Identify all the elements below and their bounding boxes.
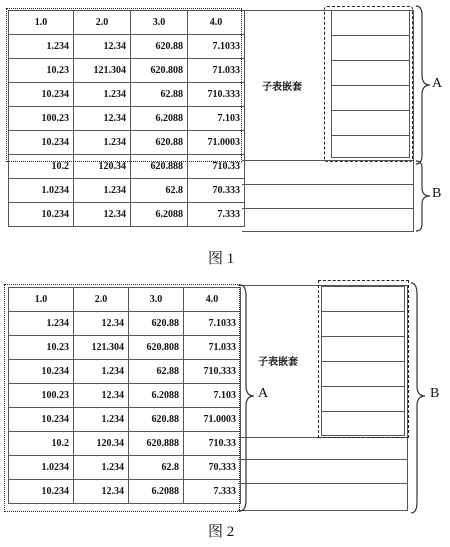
figure-1-caption: 图 1	[208, 251, 235, 267]
table-cell: 10.234	[9, 408, 74, 432]
table-cell: 620.88	[131, 131, 188, 155]
table-cell: 1.0	[9, 11, 74, 35]
table-cell: 10.234	[9, 131, 74, 155]
table-cell: 620.88	[131, 35, 188, 59]
table-cell: 3.0	[129, 288, 184, 312]
figure-2-caption: 图 2	[208, 524, 235, 540]
table-cell: 620.88	[129, 408, 184, 432]
table-cell: 10.23	[9, 59, 74, 83]
table-cell: 70.333	[184, 456, 241, 480]
figure-2-label-b: B	[430, 386, 440, 401]
table-cell: 1.234	[9, 312, 74, 336]
table-cell: 620.808	[131, 59, 188, 83]
table-cell: 6.2088	[129, 384, 184, 408]
table-cell: 12.34	[74, 203, 131, 227]
table-cell: 6.2088	[131, 203, 188, 227]
table-cell: 71.0003	[188, 131, 245, 155]
table-cell: 7.1033	[184, 312, 241, 336]
table-cell: 100.23	[9, 107, 74, 131]
table-cell: 1.234	[74, 456, 129, 480]
figure-2-right-area-divider-2	[238, 459, 408, 460]
table-cell: 12.34	[74, 384, 129, 408]
table-cell: 12.34	[74, 107, 131, 131]
table-cell: 10.23	[9, 336, 74, 360]
table-cell: 12.34	[74, 480, 129, 504]
table-cell: 710.33	[184, 432, 241, 456]
table-cell: 620.888	[131, 155, 188, 179]
table-cell: 620.888	[129, 432, 184, 456]
table-cell: 62.88	[131, 83, 188, 107]
table-cell: 121.304	[74, 59, 131, 83]
table-cell: 7.333	[184, 480, 241, 504]
table-cell: 3.0	[131, 11, 188, 35]
table-cell: 7.333	[188, 203, 245, 227]
figure-2-brace-a-icon	[240, 284, 256, 512]
table-cell: 1.0234	[9, 456, 74, 480]
table-cell: 71.0003	[184, 408, 241, 432]
table-cell: 1.234	[74, 408, 129, 432]
figure-1-sub-table-label: 子表嵌套	[262, 82, 302, 93]
table-cell: 1.0	[9, 288, 74, 312]
table-cell: 62.88	[129, 360, 184, 384]
table-cell: 7.103	[188, 107, 245, 131]
figure-1-label-b: B	[432, 186, 442, 201]
table-cell: 7.1033	[188, 35, 245, 59]
table-cell: 10.234	[9, 360, 74, 384]
table-cell: 1.234	[74, 131, 131, 155]
table-cell: 710.333	[184, 360, 241, 384]
table-cell: 10.234	[9, 203, 74, 227]
figure-2-selection-a	[4, 284, 240, 512]
table-cell: 620.88	[129, 312, 184, 336]
figure-2-right-area-divider-3	[238, 483, 408, 484]
figure-1-label-a: A	[432, 76, 443, 91]
table-cell: 2.0	[74, 11, 131, 35]
table-cell: 620.808	[129, 336, 184, 360]
table-cell: 6.2088	[131, 107, 188, 131]
table-cell: 4.0	[188, 11, 245, 35]
table-cell: 1.234	[74, 83, 131, 107]
table-cell: 71.033	[188, 59, 245, 83]
table-cell: 71.033	[184, 336, 241, 360]
table-cell: 710.333	[188, 83, 245, 107]
table-cell: 120.34	[74, 432, 129, 456]
table-cell: 10.234	[9, 83, 74, 107]
table-cell: 4.0	[184, 288, 241, 312]
table-cell: 12.34	[74, 312, 129, 336]
figure-2-selection-b	[318, 280, 409, 438]
table-cell: 100.23	[9, 384, 74, 408]
figure-2-sub-table-label: 子表嵌套	[258, 357, 298, 368]
table-cell: 12.34	[74, 35, 131, 59]
table-cell: 1.0234	[9, 179, 74, 203]
table-cell: 1.234	[74, 360, 129, 384]
figure-2-label-a: A	[258, 386, 269, 401]
table-cell: 62.8	[129, 456, 184, 480]
table-cell: 10.2	[9, 155, 74, 179]
table-cell: 62.8	[131, 179, 188, 203]
table-cell: 120.34	[74, 155, 131, 179]
table-cell: 121.304	[74, 336, 129, 360]
figure-2-brace-b-icon	[411, 282, 427, 514]
table-cell: 10.2	[9, 432, 74, 456]
table-cell: 7.103	[184, 384, 241, 408]
table-cell: 1.234	[9, 35, 74, 59]
table-cell: 70.333	[188, 179, 245, 203]
table-cell: 710.33	[188, 155, 245, 179]
table-cell: 10.234	[9, 480, 74, 504]
table-cell: 1.234	[74, 179, 131, 203]
table-cell: 6.2088	[129, 480, 184, 504]
table-cell: 2.0	[74, 288, 129, 312]
